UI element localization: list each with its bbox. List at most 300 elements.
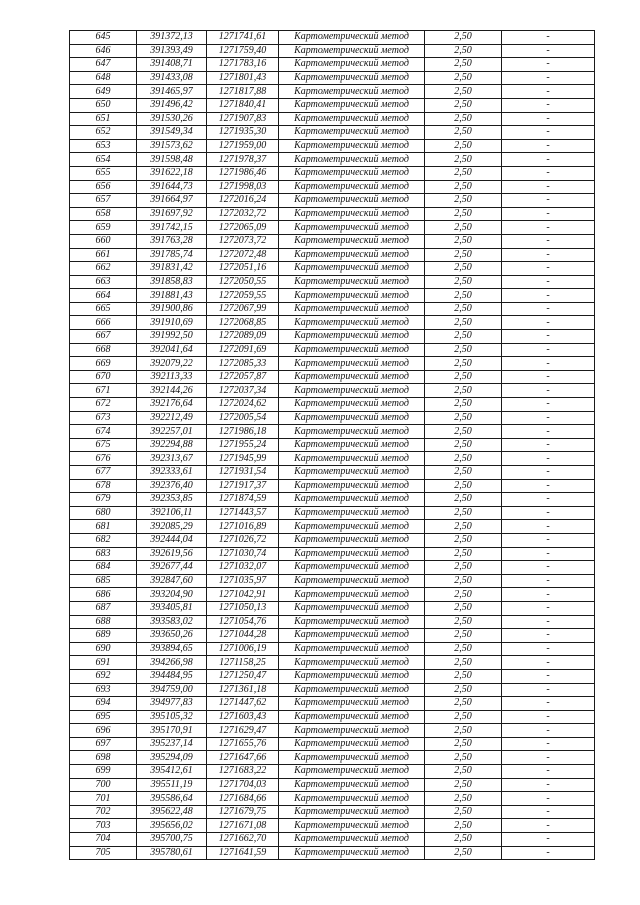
- point-number-cell: 658: [70, 207, 137, 221]
- description-cell: -: [502, 588, 595, 602]
- point-number-cell: 683: [70, 547, 137, 561]
- y-coordinate-cell: 1271006,19: [207, 642, 279, 656]
- point-number-cell: 673: [70, 411, 137, 425]
- point-number-cell: 704: [70, 833, 137, 847]
- accuracy-cell: 2,50: [425, 357, 502, 371]
- table-row: [70, 805, 595, 819]
- table-row: [70, 194, 595, 208]
- method-cell: Картометрический метод: [279, 724, 425, 738]
- point-number-cell: 697: [70, 737, 137, 751]
- description-cell: -: [502, 221, 595, 235]
- point-number-cell: 705: [70, 846, 137, 860]
- x-coordinate-cell: 393894,65: [137, 642, 207, 656]
- description-cell: -: [502, 520, 595, 534]
- description-cell: -: [502, 71, 595, 85]
- method-cell: Картометрический метод: [279, 642, 425, 656]
- method-cell: Картометрический метод: [279, 234, 425, 248]
- accuracy-cell: 2,50: [425, 98, 502, 112]
- accuracy-cell: 2,50: [425, 31, 502, 45]
- x-coordinate-cell: 391496,42: [137, 98, 207, 112]
- method-cell: Картометрический метод: [279, 697, 425, 711]
- point-number-cell: 659: [70, 221, 137, 235]
- accuracy-cell: 2,50: [425, 561, 502, 575]
- description-cell: -: [502, 370, 595, 384]
- x-coordinate-cell: 391433,08: [137, 71, 207, 85]
- y-coordinate-cell: 1271959,00: [207, 139, 279, 153]
- description-cell: -: [502, 398, 595, 412]
- point-number-cell: 653: [70, 139, 137, 153]
- method-cell: Картометрический метод: [279, 520, 425, 534]
- table-row: [70, 833, 595, 847]
- point-number-cell: 684: [70, 561, 137, 575]
- description-cell: -: [502, 737, 595, 751]
- accuracy-cell: 2,50: [425, 316, 502, 330]
- accuracy-cell: 2,50: [425, 275, 502, 289]
- y-coordinate-cell: 1271042,91: [207, 588, 279, 602]
- description-cell: -: [502, 697, 595, 711]
- method-cell: Картометрический метод: [279, 370, 425, 384]
- y-coordinate-cell: 1271840,41: [207, 98, 279, 112]
- accuracy-cell: 2,50: [425, 520, 502, 534]
- accuracy-cell: 2,50: [425, 262, 502, 276]
- accuracy-cell: 2,50: [425, 574, 502, 588]
- point-number-cell: 675: [70, 438, 137, 452]
- y-coordinate-cell: 1272059,55: [207, 289, 279, 303]
- table-row: [70, 316, 595, 330]
- accuracy-cell: 2,50: [425, 411, 502, 425]
- y-coordinate-cell: 1271158,25: [207, 656, 279, 670]
- x-coordinate-cell: 395237,14: [137, 737, 207, 751]
- point-number-cell: 649: [70, 85, 137, 99]
- table-row: [70, 452, 595, 466]
- point-number-cell: 666: [70, 316, 137, 330]
- method-cell: Картометрический метод: [279, 126, 425, 140]
- accuracy-cell: 2,50: [425, 697, 502, 711]
- point-number-cell: 672: [70, 398, 137, 412]
- y-coordinate-cell: 1271683,22: [207, 765, 279, 779]
- table-row: [70, 289, 595, 303]
- point-number-cell: 674: [70, 425, 137, 439]
- point-number-cell: 664: [70, 289, 137, 303]
- x-coordinate-cell: 391763,28: [137, 234, 207, 248]
- method-cell: Картометрический метод: [279, 493, 425, 507]
- description-cell: -: [502, 194, 595, 208]
- y-coordinate-cell: 1272051,16: [207, 262, 279, 276]
- x-coordinate-cell: 391465,97: [137, 85, 207, 99]
- x-coordinate-cell: 391573,62: [137, 139, 207, 153]
- y-coordinate-cell: 1272065,09: [207, 221, 279, 235]
- y-coordinate-cell: 1271250,47: [207, 669, 279, 683]
- description-cell: -: [502, 615, 595, 629]
- description-cell: -: [502, 248, 595, 262]
- x-coordinate-cell: 393204,90: [137, 588, 207, 602]
- table-row: [70, 343, 595, 357]
- x-coordinate-cell: 395780,61: [137, 846, 207, 860]
- description-cell: -: [502, 425, 595, 439]
- point-number-cell: 646: [70, 44, 137, 58]
- method-cell: Картометрический метод: [279, 710, 425, 724]
- accuracy-cell: 2,50: [425, 737, 502, 751]
- accuracy-cell: 2,50: [425, 370, 502, 384]
- method-cell: Картометрический метод: [279, 44, 425, 58]
- y-coordinate-cell: 1272032,72: [207, 207, 279, 221]
- y-coordinate-cell: 1271955,24: [207, 438, 279, 452]
- accuracy-cell: 2,50: [425, 398, 502, 412]
- y-coordinate-cell: 1271978,37: [207, 153, 279, 167]
- table-row: [70, 819, 595, 833]
- table-row: [70, 629, 595, 643]
- y-coordinate-cell: 1272073,72: [207, 234, 279, 248]
- description-cell: -: [502, 343, 595, 357]
- description-cell: -: [502, 819, 595, 833]
- description-cell: -: [502, 31, 595, 45]
- method-cell: Картометрический метод: [279, 262, 425, 276]
- accuracy-cell: 2,50: [425, 194, 502, 208]
- table-row: [70, 656, 595, 670]
- point-number-cell: 648: [70, 71, 137, 85]
- x-coordinate-cell: 392257,01: [137, 425, 207, 439]
- table-row: [70, 357, 595, 371]
- x-coordinate-cell: 391992,50: [137, 330, 207, 344]
- table-row: [70, 588, 595, 602]
- method-cell: Картометрический метод: [279, 737, 425, 751]
- x-coordinate-cell: 392041,64: [137, 343, 207, 357]
- accuracy-cell: 2,50: [425, 234, 502, 248]
- accuracy-cell: 2,50: [425, 683, 502, 697]
- x-coordinate-cell: 391742,15: [137, 221, 207, 235]
- y-coordinate-cell: 1271671,08: [207, 819, 279, 833]
- x-coordinate-cell: 391881,43: [137, 289, 207, 303]
- x-coordinate-cell: 394484,95: [137, 669, 207, 683]
- description-cell: -: [502, 683, 595, 697]
- x-coordinate-cell: 395412,61: [137, 765, 207, 779]
- method-cell: Картометрический метод: [279, 71, 425, 85]
- y-coordinate-cell: 1271655,76: [207, 737, 279, 751]
- x-coordinate-cell: 391858,83: [137, 275, 207, 289]
- point-number-cell: 670: [70, 370, 137, 384]
- coordinates-table: [69, 30, 595, 860]
- accuracy-cell: 2,50: [425, 425, 502, 439]
- method-cell: Картометрический метод: [279, 289, 425, 303]
- point-number-cell: 699: [70, 765, 137, 779]
- y-coordinate-cell: 1271679,75: [207, 805, 279, 819]
- x-coordinate-cell: 392079,22: [137, 357, 207, 371]
- point-number-cell: 671: [70, 384, 137, 398]
- description-cell: -: [502, 574, 595, 588]
- x-coordinate-cell: 391697,92: [137, 207, 207, 221]
- accuracy-cell: 2,50: [425, 466, 502, 480]
- table-row: [70, 71, 595, 85]
- table-row: [70, 126, 595, 140]
- accuracy-cell: 2,50: [425, 656, 502, 670]
- description-cell: -: [502, 234, 595, 248]
- accuracy-cell: 2,50: [425, 642, 502, 656]
- method-cell: Картометрический метод: [279, 180, 425, 194]
- table-row: [70, 330, 595, 344]
- point-number-cell: 654: [70, 153, 137, 167]
- point-number-cell: 695: [70, 710, 137, 724]
- x-coordinate-cell: 392444,04: [137, 533, 207, 547]
- description-cell: -: [502, 275, 595, 289]
- method-cell: Картометрический метод: [279, 601, 425, 615]
- table-row: [70, 438, 595, 452]
- description-cell: -: [502, 166, 595, 180]
- table-row: [70, 98, 595, 112]
- accuracy-cell: 2,50: [425, 479, 502, 493]
- table-row: [70, 533, 595, 547]
- method-cell: Картометрический метод: [279, 561, 425, 575]
- table-row: [70, 153, 595, 167]
- y-coordinate-cell: 1271907,83: [207, 112, 279, 126]
- table-row: [70, 411, 595, 425]
- method-cell: Картометрический метод: [279, 792, 425, 806]
- x-coordinate-cell: 391549,34: [137, 126, 207, 140]
- table-row: [70, 398, 595, 412]
- accuracy-cell: 2,50: [425, 547, 502, 561]
- method-cell: Картометрический метод: [279, 533, 425, 547]
- point-number-cell: 647: [70, 58, 137, 72]
- x-coordinate-cell: 394759,00: [137, 683, 207, 697]
- y-coordinate-cell: 1271032,07: [207, 561, 279, 575]
- accuracy-cell: 2,50: [425, 126, 502, 140]
- method-cell: Картометрический метод: [279, 751, 425, 765]
- accuracy-cell: 2,50: [425, 710, 502, 724]
- method-cell: Картометрический метод: [279, 506, 425, 520]
- method-cell: Картометрический метод: [279, 343, 425, 357]
- table-row: [70, 493, 595, 507]
- y-coordinate-cell: 1271931,54: [207, 466, 279, 480]
- table-row: [70, 302, 595, 316]
- table-row: [70, 561, 595, 575]
- description-cell: -: [502, 330, 595, 344]
- point-number-cell: 689: [70, 629, 137, 643]
- table-row: [70, 669, 595, 683]
- x-coordinate-cell: 395511,19: [137, 778, 207, 792]
- method-cell: Картометрический метод: [279, 166, 425, 180]
- y-coordinate-cell: 1271817,88: [207, 85, 279, 99]
- y-coordinate-cell: 1271935,30: [207, 126, 279, 140]
- x-coordinate-cell: 394977,83: [137, 697, 207, 711]
- x-coordinate-cell: 395622,48: [137, 805, 207, 819]
- table-row: [70, 139, 595, 153]
- y-coordinate-cell: 1272089,09: [207, 330, 279, 344]
- accuracy-cell: 2,50: [425, 139, 502, 153]
- table-row: [70, 642, 595, 656]
- table-row: [70, 58, 595, 72]
- y-coordinate-cell: 1272050,55: [207, 275, 279, 289]
- method-cell: Картометрический метод: [279, 833, 425, 847]
- description-cell: -: [502, 302, 595, 316]
- description-cell: -: [502, 846, 595, 860]
- table-row: [70, 683, 595, 697]
- table-row: [70, 207, 595, 221]
- accuracy-cell: 2,50: [425, 112, 502, 126]
- point-number-cell: 661: [70, 248, 137, 262]
- description-cell: -: [502, 112, 595, 126]
- point-number-cell: 691: [70, 656, 137, 670]
- accuracy-cell: 2,50: [425, 765, 502, 779]
- x-coordinate-cell: 393650,26: [137, 629, 207, 643]
- x-coordinate-cell: 392212,49: [137, 411, 207, 425]
- y-coordinate-cell: 1272024,62: [207, 398, 279, 412]
- description-cell: -: [502, 207, 595, 221]
- method-cell: Картометрический метод: [279, 207, 425, 221]
- method-cell: Картометрический метод: [279, 316, 425, 330]
- point-number-cell: 655: [70, 166, 137, 180]
- y-coordinate-cell: 1271026,72: [207, 533, 279, 547]
- method-cell: Картометрический метод: [279, 466, 425, 480]
- description-cell: -: [502, 126, 595, 140]
- y-coordinate-cell: 1271361,18: [207, 683, 279, 697]
- accuracy-cell: 2,50: [425, 533, 502, 547]
- table-row: [70, 31, 595, 45]
- method-cell: Картометрический метод: [279, 452, 425, 466]
- accuracy-cell: 2,50: [425, 846, 502, 860]
- y-coordinate-cell: 1272057,87: [207, 370, 279, 384]
- y-coordinate-cell: 1271035,97: [207, 574, 279, 588]
- x-coordinate-cell: 392619,56: [137, 547, 207, 561]
- table-row: [70, 112, 595, 126]
- x-coordinate-cell: 392106,11: [137, 506, 207, 520]
- method-cell: Картометрический метод: [279, 411, 425, 425]
- accuracy-cell: 2,50: [425, 669, 502, 683]
- y-coordinate-cell: 1271704,03: [207, 778, 279, 792]
- method-cell: Картометрический метод: [279, 547, 425, 561]
- x-coordinate-cell: 395294,09: [137, 751, 207, 765]
- accuracy-cell: 2,50: [425, 615, 502, 629]
- method-cell: Картометрический метод: [279, 153, 425, 167]
- table-row: [70, 751, 595, 765]
- point-number-cell: 669: [70, 357, 137, 371]
- table-row: [70, 574, 595, 588]
- y-coordinate-cell: 1271662,70: [207, 833, 279, 847]
- method-cell: Картометрический метод: [279, 275, 425, 289]
- table-row: [70, 724, 595, 738]
- method-cell: Картометрический метод: [279, 615, 425, 629]
- x-coordinate-cell: 394266,98: [137, 656, 207, 670]
- y-coordinate-cell: 1271629,47: [207, 724, 279, 738]
- accuracy-cell: 2,50: [425, 207, 502, 221]
- y-coordinate-cell: 1271030,74: [207, 547, 279, 561]
- point-number-cell: 701: [70, 792, 137, 806]
- method-cell: Картометрический метод: [279, 330, 425, 344]
- description-cell: -: [502, 533, 595, 547]
- point-number-cell: 700: [70, 778, 137, 792]
- point-number-cell: 693: [70, 683, 137, 697]
- point-number-cell: 694: [70, 697, 137, 711]
- x-coordinate-cell: 391408,71: [137, 58, 207, 72]
- table-row: [70, 697, 595, 711]
- point-number-cell: 665: [70, 302, 137, 316]
- x-coordinate-cell: 392113,33: [137, 370, 207, 384]
- accuracy-cell: 2,50: [425, 289, 502, 303]
- x-coordinate-cell: 395586,64: [137, 792, 207, 806]
- table-body: [70, 31, 595, 860]
- y-coordinate-cell: 1272072,48: [207, 248, 279, 262]
- description-cell: -: [502, 601, 595, 615]
- point-number-cell: 668: [70, 343, 137, 357]
- point-number-cell: 690: [70, 642, 137, 656]
- method-cell: Картометрический метод: [279, 31, 425, 45]
- table-row: [70, 547, 595, 561]
- method-cell: Картометрический метод: [279, 656, 425, 670]
- point-number-cell: 698: [70, 751, 137, 765]
- x-coordinate-cell: 391622,18: [137, 166, 207, 180]
- x-coordinate-cell: 391393,49: [137, 44, 207, 58]
- y-coordinate-cell: 1271801,43: [207, 71, 279, 85]
- method-cell: Картометрический метод: [279, 221, 425, 235]
- x-coordinate-cell: 395105,32: [137, 710, 207, 724]
- description-cell: -: [502, 357, 595, 371]
- description-cell: -: [502, 44, 595, 58]
- description-cell: -: [502, 316, 595, 330]
- description-cell: -: [502, 724, 595, 738]
- point-number-cell: 656: [70, 180, 137, 194]
- description-cell: -: [502, 180, 595, 194]
- accuracy-cell: 2,50: [425, 221, 502, 235]
- point-number-cell: 650: [70, 98, 137, 112]
- table-row: [70, 262, 595, 276]
- accuracy-cell: 2,50: [425, 384, 502, 398]
- table-row: [70, 85, 595, 99]
- y-coordinate-cell: 1271986,18: [207, 425, 279, 439]
- accuracy-cell: 2,50: [425, 302, 502, 316]
- table-row: [70, 615, 595, 629]
- table-row: [70, 601, 595, 615]
- description-cell: -: [502, 493, 595, 507]
- x-coordinate-cell: 392353,85: [137, 493, 207, 507]
- accuracy-cell: 2,50: [425, 58, 502, 72]
- point-number-cell: 696: [70, 724, 137, 738]
- y-coordinate-cell: 1272067,99: [207, 302, 279, 316]
- description-cell: -: [502, 656, 595, 670]
- method-cell: Картометрический метод: [279, 438, 425, 452]
- x-coordinate-cell: 391831,42: [137, 262, 207, 276]
- y-coordinate-cell: 1272005,54: [207, 411, 279, 425]
- description-cell: -: [502, 384, 595, 398]
- description-cell: -: [502, 805, 595, 819]
- x-coordinate-cell: 391644,73: [137, 180, 207, 194]
- description-cell: -: [502, 479, 595, 493]
- point-number-cell: 660: [70, 234, 137, 248]
- table-row: [70, 166, 595, 180]
- method-cell: Картометрический метод: [279, 778, 425, 792]
- x-coordinate-cell: 391664,97: [137, 194, 207, 208]
- x-coordinate-cell: 392376,40: [137, 479, 207, 493]
- table-row: [70, 506, 595, 520]
- method-cell: Картометрический метод: [279, 588, 425, 602]
- description-cell: -: [502, 438, 595, 452]
- table-row: [70, 846, 595, 860]
- accuracy-cell: 2,50: [425, 71, 502, 85]
- x-coordinate-cell: 392294,88: [137, 438, 207, 452]
- accuracy-cell: 2,50: [425, 724, 502, 738]
- x-coordinate-cell: 391598,48: [137, 153, 207, 167]
- method-cell: Картометрический метод: [279, 139, 425, 153]
- description-cell: -: [502, 98, 595, 112]
- table-row: [70, 221, 595, 235]
- table-row: [70, 234, 595, 248]
- x-coordinate-cell: 391372,13: [137, 31, 207, 45]
- description-cell: -: [502, 262, 595, 276]
- y-coordinate-cell: 1271054,76: [207, 615, 279, 629]
- description-cell: -: [502, 561, 595, 575]
- y-coordinate-cell: 1271050,13: [207, 601, 279, 615]
- table-row: [70, 792, 595, 806]
- method-cell: Картометрический метод: [279, 58, 425, 72]
- method-cell: Картометрический метод: [279, 384, 425, 398]
- description-cell: -: [502, 58, 595, 72]
